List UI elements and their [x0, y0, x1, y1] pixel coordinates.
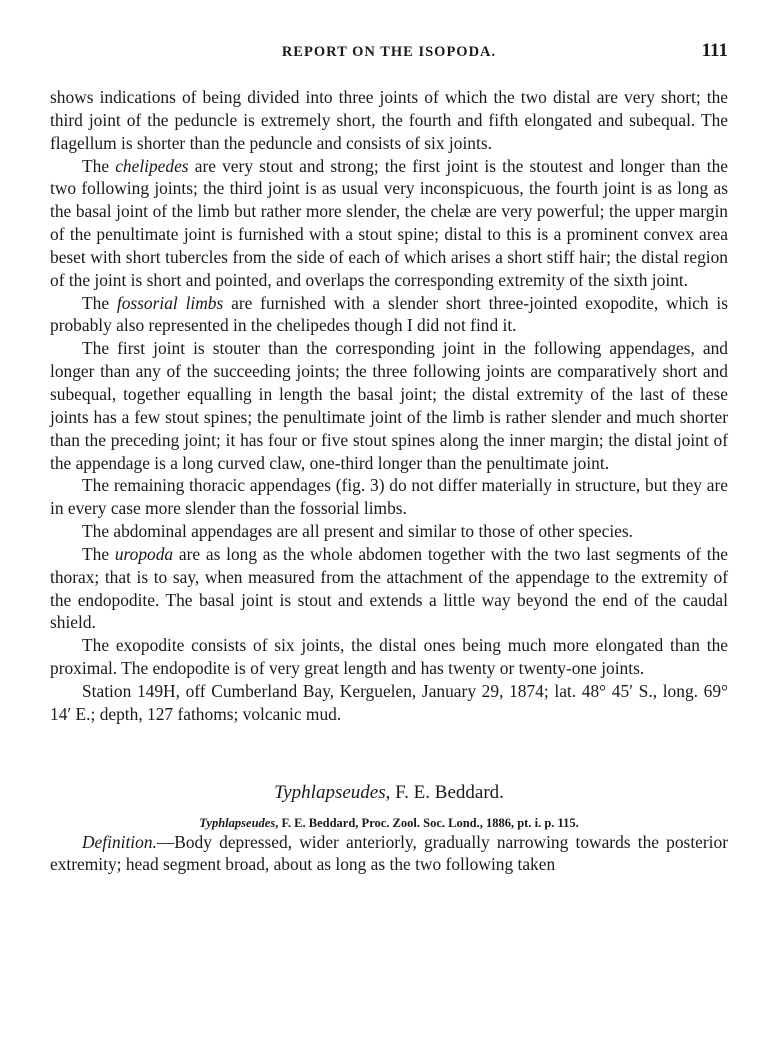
definition-text: —Body depressed, wider anteriorly, gradually narrowing towards the posterior extremity; head segment broad, about as long as the two following taken — [50, 831, 728, 875]
paragraph-antenna: shows indications of being divided into three joints of which the two distal are very short; the third joint of the peduncle is extremely short, the fourth and fifth elongated and subequal. The flagellum is shorter than the peduncle and consists of six joints. — [50, 87, 728, 153]
text-fragment: The — [82, 292, 117, 313]
definition-label: Definition. — [82, 831, 157, 852]
body-text — [50, 86, 728, 876]
paragraph-exopodite: The exopodite consists of six joints, the distal ones being much more elongated than the proximal. The endopodite is of very great length and has twenty or twenty-one joints. — [50, 635, 728, 679]
paragraph-station: Station 149H, off Cumberland Bay, Kerguelen, January 29, 1874; lat. 48° 45′ S., long. 69° 14′ E.; depth, 127 fathoms; volcanic mud. — [50, 680, 728, 724]
text-fragment: The — [82, 155, 116, 176]
paragraph-abdominal-appendages: The abdominal appendages are all present and similar to those of other species. — [82, 521, 633, 542]
genus-author: , F. E. Beddard. — [385, 781, 504, 803]
section-gap — [50, 726, 728, 781]
genus-heading — [50, 781, 728, 805]
genus-name: Typhlapseudes — [274, 781, 386, 803]
paragraph-thoracic-appendages: The remaining thoracic appendages (fig. 3) do not differ materially in structure, but they are in every case more slender than the fossorial limbs. — [50, 475, 728, 519]
term-uropoda: uropoda — [114, 543, 174, 564]
term-chelipedes: chelipedes — [115, 155, 189, 176]
page-header — [50, 40, 728, 68]
page-number: 111 — [701, 40, 728, 61]
text-fragment: are as long as the whole abdomen together with the two last segments of the thorax; that is to say, when measured from the attachment of the appendage to the extremity of the endopodite. The basal joint is stout and extends a little way beyond the end of the caudal shield. — [50, 543, 728, 633]
running-title: REPORT ON THE ISOPODA. — [281, 44, 497, 60]
paragraph-chelipedes — [50, 155, 728, 292]
paragraph-fossorial-limbs — [50, 292, 728, 338]
citation-reference: , F. E. Beddard, Proc. Zool. Soc. Lond., 1886, pt. i. p. 115. — [275, 815, 579, 830]
citation-name: Typhlapseudes — [199, 815, 276, 830]
page — [50, 40, 728, 876]
term-fossorial-limbs: fossorial limbs — [116, 292, 224, 313]
paragraph-definition — [50, 831, 728, 877]
text-fragment: are furnished with a slender short three-jointed exopodite, which is probably also represented in the chelipedes though I did not find it. — [50, 292, 728, 336]
text-fragment: The — [82, 543, 115, 564]
text-fragment: are very stout and strong; the first joint is the stoutest and longer than the two following joints; the third joint is as usual very inconspicuous, the fourth joint is as long as the basal joint of the limb but rather more slender, the chelæ are very powerful; the upper margin of the penultimate joint is furnished with a stout spine; distal to this is a prominent convex area beset with short tubercles from the side of each of which arises a short stiff hair; the distal region of the joint is short and pointed, and overlaps the corresponding extremity of the sixth joint. — [50, 155, 728, 290]
genus-citation — [50, 815, 728, 831]
paragraph-first-joint: The first joint is stouter than the corresponding joint in the following appendages, and longer than any of the succeeding joints; the three following joints are comparatively short and subequal, together equalling in length the basal joint; the distal extremity of the last of these joints has a few stout spines; the penultimate joint of the limb is rather slender and much shorter than the preceding joint; it has four or five stout spines along the inner margin; the distal joint of the appendage is a long curved claw, one-third longer than the penultimate joint. — [50, 338, 728, 473]
paragraph-uropoda — [50, 543, 728, 634]
